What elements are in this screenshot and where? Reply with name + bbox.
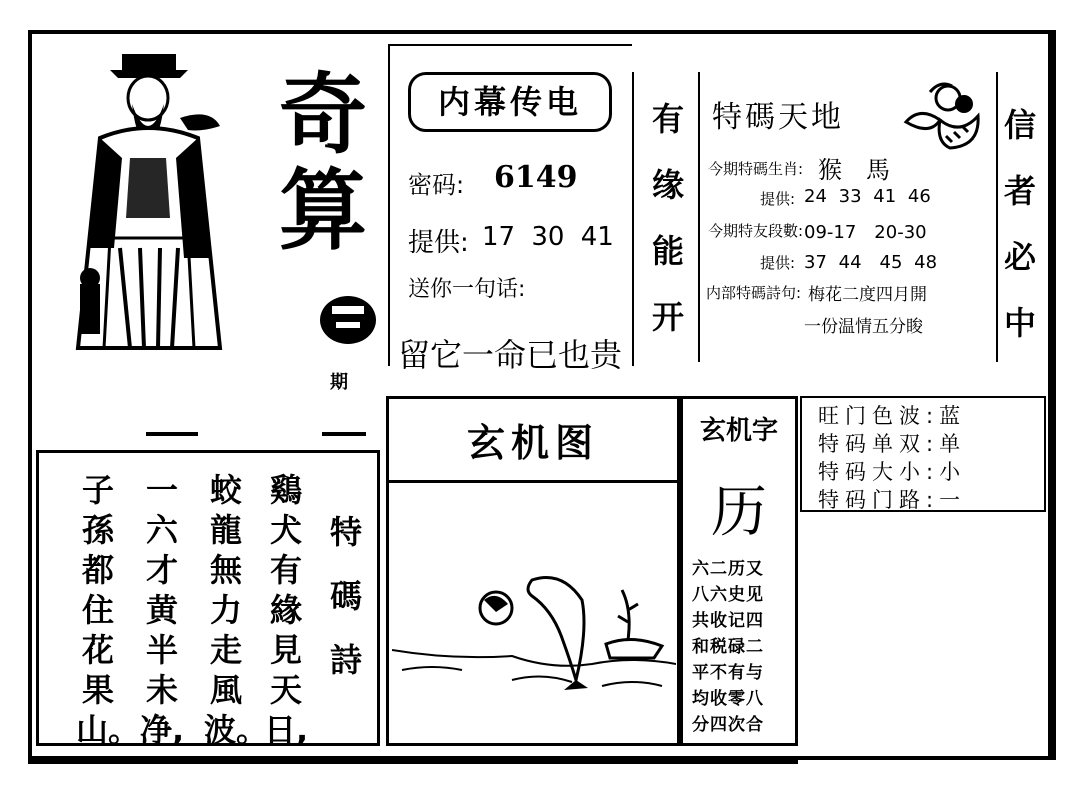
right-rule [1052,30,1056,760]
issue-seal [318,292,378,348]
hint-row [818,456,966,486]
deity-figure-illustration [70,48,240,368]
hint-sep: : [926,432,940,456]
poem-title-column [324,500,368,692]
bottom-rule [28,758,798,764]
xuanji-zi-row: 共收记四 [692,611,764,631]
fate-char: 有 [651,100,684,138]
xuanji-tu-title: 玄机图 [466,421,599,465]
segment-provide-value: 37 44 45 48 [804,252,938,273]
poem-line-2: 一份温情五分睃 [804,317,923,337]
xuanji-zi-row: 六二历又 [692,559,764,579]
believer-column [1000,92,1040,356]
issue-label: 期 [330,372,348,393]
fate-char: 能 [651,232,684,270]
believer-char: 中 [1003,304,1036,342]
hint-sep: : [926,460,940,484]
xuanji-zi-row: 平不有与 [692,663,764,683]
flower-icon [900,76,984,160]
hint-row [818,428,966,458]
zodiac-value: 猴 馬 [818,156,890,184]
fate-column [648,86,688,350]
password-label: 密码: [408,171,465,199]
hint-label: 特码单双 [818,432,926,456]
xuanji-zi-row: 和税碌二 [692,637,764,657]
hint-value: 蓝 [939,404,967,428]
poem-column: 子孫都住花果山。 [76,471,141,749]
hint-label: 特码门路 [818,488,926,512]
divider [632,72,634,366]
divider [146,432,198,436]
divider [386,480,680,483]
provide-label: 提供: [408,228,469,258]
insider-badge: 内幕传电 [408,72,612,132]
hint-value: 小 [939,460,967,484]
believer-char: 必 [1003,238,1036,276]
segment-label: 今期特友段數: [708,222,804,240]
zodiac-label: 今期特碼生肖: [708,160,804,178]
xuanji-zi-grid [692,556,792,738]
zodiac-provide-value: 24 33 41 46 [804,186,931,207]
believer-char: 者 [1003,172,1036,210]
hint-sep: : [926,404,940,428]
provide-value: 17 30 41 [482,222,614,252]
poem-title-char: 詩 [329,641,362,679]
poem-line-1: 梅花二度四月開 [808,285,927,305]
zodiac-provide-label: 提供: [760,190,796,208]
poem-column: 蛟龍無力走風波。 [204,471,269,749]
hint-label: 旺门色波 [818,404,926,428]
fate-char: 缘 [651,166,684,204]
segment-provide-label: 提供: [760,254,796,272]
hint-label: 特码大小 [818,460,926,484]
xuanji-zi-row: 均收零八 [692,689,764,709]
masthead-title [268,62,378,262]
fate-char: 开 [651,298,684,336]
hint-value: 一 [939,488,967,512]
believer-char: 信 [1003,106,1036,144]
xuanji-zi-row: 分四次合 [692,715,764,735]
hint-row [818,400,966,430]
segment-value: 09-17 20-30 [804,222,927,243]
poem-column: 鷄犬有緣見天日, [264,471,309,749]
hint-row [818,484,966,514]
phrase-label: 送你一句话: [408,277,526,302]
dolphin-scene-illustration [392,560,676,730]
masthead-title-char: 算 [278,158,367,262]
divider [322,432,366,436]
poem-column: 一六才黄半未净, [140,471,185,749]
hint-value: 单 [939,432,967,456]
poem-line-label: 内部特碼詩句: [706,284,802,302]
poem-title-char: 碼 [329,577,362,615]
password-value: 6149 [494,160,578,195]
xuanji-zi-char: 历 [711,480,767,545]
xuanji-zi-row: 八六史见 [692,585,764,605]
masthead-title-char: 奇 [278,62,367,166]
special-title: 特碼天地 [712,100,844,135]
phrase-value: 留它一命已也贵 [398,336,623,374]
hint-sep: : [926,488,940,512]
poem-title-char: 特 [329,513,362,551]
xuanji-zi-title: 玄机字 [699,416,778,446]
